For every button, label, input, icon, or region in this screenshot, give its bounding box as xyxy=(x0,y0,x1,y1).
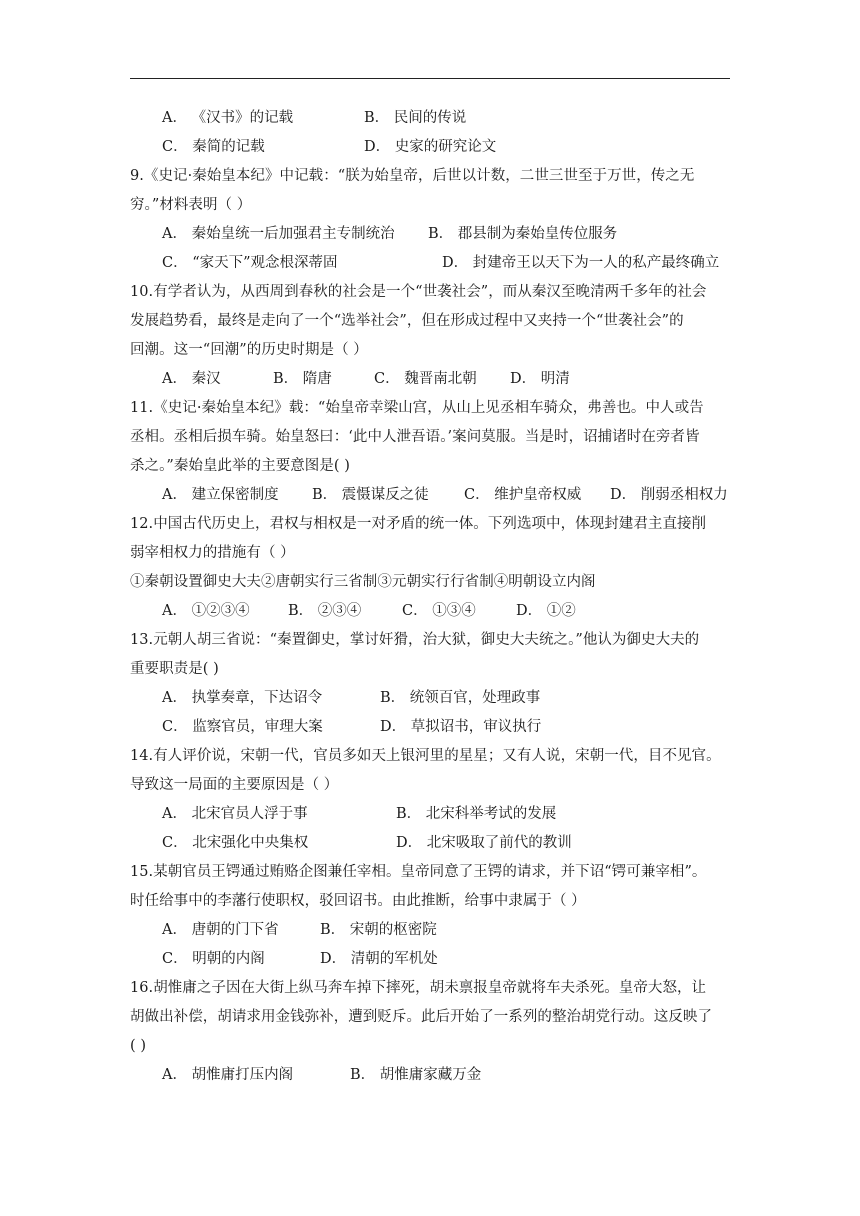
q15-stem-line: 15.某朝官员王锷通过贿赂企图兼任宰相。皇帝同意了王锷的请求，并下诏“锷可兼宰相”。 xyxy=(130,864,707,880)
q15-stem-line: 时任给事中的李藩行使职权，驳回诏书。由此推断，给事中隶属于（ ） xyxy=(130,893,586,909)
q10-option-a: A． 秦汉 xyxy=(162,371,221,387)
q9-stem-line: 9.《史记·秦始皇本纪》中记载：“朕为始皇帝，后世以计数，二世三世至于万世，传之无 xyxy=(130,168,695,184)
q14-option-d: D． 北宋吸取了前代的教训 xyxy=(396,835,572,851)
q11-stem-line: 杀之。”秦始皇此举的主要意图是( ) xyxy=(130,458,350,474)
q11-option-c: C． 维护皇帝权威 xyxy=(464,487,582,503)
option-row xyxy=(130,597,734,626)
q16-option-a: A． 胡惟庸打压内阁 xyxy=(162,1067,294,1083)
q12-option-c: C． ①③④ xyxy=(402,603,476,619)
option-row xyxy=(130,220,734,249)
q9-option-a: A． 秦始皇统一后加强君主专制统治 xyxy=(162,226,395,242)
q13-option-c: C． 监察官员，审理大案 xyxy=(162,719,323,735)
option-row xyxy=(130,133,734,162)
q10-option-c: C． 魏晋南北朝 xyxy=(374,371,477,387)
q16-option-b: B． 胡惟庸家藏万金 xyxy=(350,1067,482,1083)
option-row xyxy=(130,365,734,394)
q13-stem-line: 重要职责是( ) xyxy=(130,661,219,677)
q11-option-b: B． 震慑谋反之徒 xyxy=(312,487,429,503)
q11-stem-line: 丞相。丞相后损车骑。始皇怒曰：‘此中人泄吾语。’案问莫服。当是时，诏捕诸时在旁者皆 xyxy=(130,429,700,445)
q13-stem-line: 13.元朝人胡三省说：“秦置御史，掌讨奸猾，治大狱，御史大夫统之。”他认为御史大夫的 xyxy=(130,632,700,648)
q13-option-d: D． 草拟诏书，审议执行 xyxy=(380,719,542,735)
q10-option-b: B． 隋唐 xyxy=(273,371,332,387)
q8-option-d: D． 史家的研究论文 xyxy=(364,139,497,155)
option-row xyxy=(130,104,734,133)
q16-stem-line: ( ) xyxy=(130,1038,147,1054)
q15-option-b: B． 宋朝的枢密院 xyxy=(320,922,437,938)
q8-option-a: A． 《汉书》的记载 xyxy=(162,110,294,126)
option-row xyxy=(130,945,734,974)
q10-stem-line: 发展趋势看，最终是走向了一个“选举社会”，但在形成过程中又夹持一个“世袭社会”的 xyxy=(130,313,684,329)
q15-option-a: A． 唐朝的门下省 xyxy=(162,922,279,938)
q15-option-c: C． 明朝的内阁 xyxy=(162,951,265,967)
q16-stem-line: 16.胡惟庸之子因在大街上纵马奔车掉下摔死，胡未禀报皇帝就将车夫杀死。皇帝大怒，让 xyxy=(130,980,707,996)
q10-stem-line: 10.有学者认为，从西周到春秋的社会是一个“世袭社会”，而从秦汉至晚清两千多年的社会 xyxy=(130,284,707,300)
q12-stem-line: 12.中国古代历史上，君权与相权是一对矛盾的统一体。下列选项中，体现封建君主直接削 xyxy=(130,516,707,532)
q9-option-d: D． 封建帝王以天下为一人的私产最终确立 xyxy=(442,255,720,271)
option-row xyxy=(130,829,734,858)
q12-option-a: A． ①②③④ xyxy=(162,603,250,619)
q14-stem-line: 导致这一局面的主要原因是（ ） xyxy=(130,777,339,793)
q12-stem-line: 弱宰相权力的措施有（ ） xyxy=(130,545,295,561)
q12-stem-line: ①秦朝设置御史大夫②唐朝实行三省制③元朝实行行省制④明朝设立内阁 xyxy=(130,574,596,590)
q15-option-d: D． 清朝的军机处 xyxy=(320,951,438,967)
question-list xyxy=(130,104,734,1090)
q16-stem-line: 胡做出补偿，胡请求用金钱弥补，遭到贬斥。此后开始了一系列的整治胡党行动。这反映了 xyxy=(130,1009,712,1025)
q11-stem-line: 11.《史记·秦始皇本纪》载：“始皇帝幸梁山宫，从山上见丞相车骑众，弗善也。中人或告 xyxy=(130,400,704,416)
option-row xyxy=(130,916,734,945)
option-row xyxy=(130,249,734,278)
option-row xyxy=(130,481,734,510)
header-rule xyxy=(130,78,730,79)
option-row xyxy=(130,1061,734,1090)
q11-option-d: D． 削弱丞相权力 xyxy=(610,487,728,503)
q14-option-a: A． 北宋官员人浮于事 xyxy=(162,806,308,822)
q8-option-b: B． 民间的传说 xyxy=(364,110,467,126)
q9-option-c: C． “家天下”观念根深蒂固 xyxy=(162,255,338,271)
q14-option-c: C． 北宋强化中央集权 xyxy=(162,835,309,851)
q12-option-d: D． ①② xyxy=(516,603,576,619)
q12-option-b: B． ②③④ xyxy=(288,603,362,619)
q10-stem-line: 回潮。这一“回潮”的历史时期是（ ） xyxy=(130,342,368,358)
option-row xyxy=(130,713,734,742)
q14-option-b: B． 北宋科举考试的发展 xyxy=(396,806,557,822)
option-row xyxy=(130,800,734,829)
q9-stem-line: 穷。”材料表明（ ） xyxy=(130,197,252,213)
q10-option-d: D． 明清 xyxy=(510,371,570,387)
q14-stem-line: 14.有人评价说，宋朝一代，官员多如天上银河里的星星；又有人说，宋朝一代，目不见官。 xyxy=(130,748,721,764)
q11-option-a: A． 建立保密制度 xyxy=(162,487,279,503)
q8-option-c: C． 秦简的记载 xyxy=(162,139,265,155)
option-row xyxy=(130,684,734,713)
q13-option-b: B． 统领百官，处理政事 xyxy=(380,690,541,706)
q9-option-b: B． 郡县制为秦始皇传位服务 xyxy=(428,226,618,242)
q13-option-a: A． 执掌奏章，下达诏令 xyxy=(162,690,323,706)
